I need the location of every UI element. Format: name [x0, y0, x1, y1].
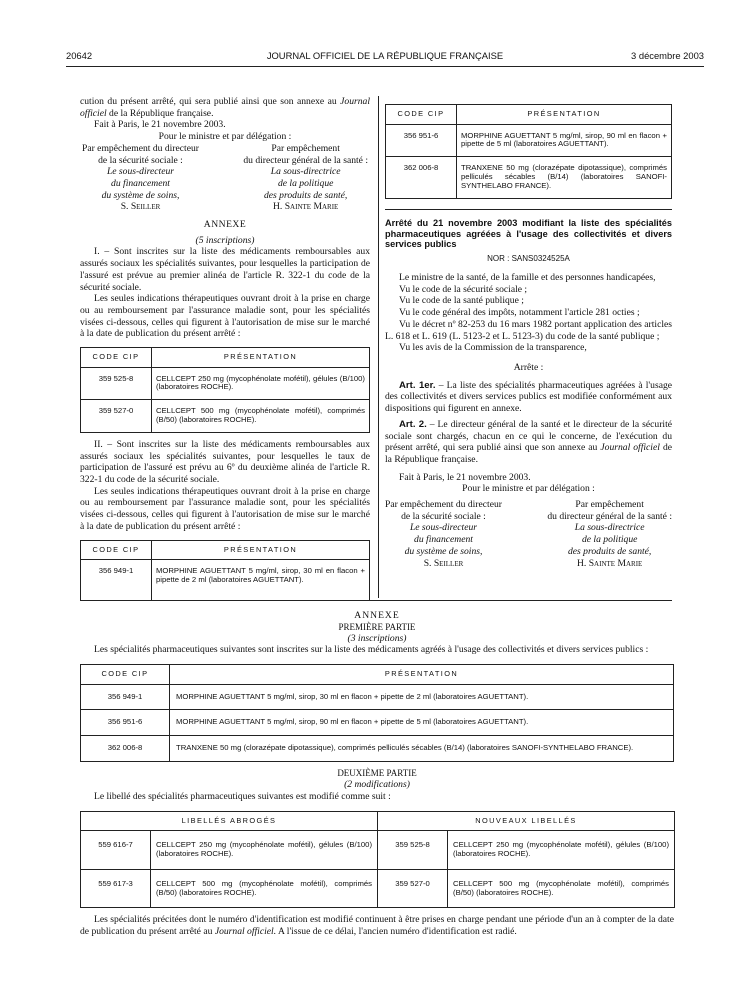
paragraph-indications: Les seules indications thérapeutiques ouvrant droit à la prise en charge ou au remboursement par l'assurance maladie sont, pour les spécialités visées ci-dessous, celles qui figurent à l'autorisation de mise sur le marché à la date de publication du présent arrêté :	[80, 293, 370, 340]
intro-paragraph	[80, 96, 370, 119]
sig-name: H. Sainte Marie	[577, 557, 643, 569]
old-label: CELLCEPT 250 mg (mycophénolate mofétil), gélules (B/100) (laboratoires ROCHE).	[151, 831, 378, 870]
signature-right	[243, 143, 368, 213]
annexe-title: ANNEXE	[203, 219, 247, 231]
article-2-label: Art. 2.	[399, 418, 427, 430]
preamble-line: Le ministre de la santé, de la famille et des personnes handicapées,	[399, 272, 656, 284]
cip-code: 356 949-1	[81, 684, 170, 710]
closing-end: A l'issue de ce délai, l'ancien numéro d'identification est radié.	[277, 926, 517, 938]
presentation: TRANXENE 50 mg (clorazépate dipotassique), comprimés pelliculés sécables (B/14) (laboratoires SANOFI-SYNTHELABO FRANCE).	[170, 736, 674, 762]
column-header: CODE CIP	[81, 348, 152, 368]
table-row	[81, 684, 674, 710]
journal-title: JOURNAL OFFICIEL DE LA RÉPUBLIQUE FRANÇAISE	[266, 50, 504, 61]
table-row	[81, 831, 675, 870]
part2-title: DEUXIÈME PARTIE	[337, 768, 417, 779]
page-header	[66, 50, 704, 64]
table-inscriptions-2	[80, 540, 370, 601]
cip-code: 356 951-6	[386, 124, 457, 157]
part1-text: Les spécialités pharmaceutiques suivantes sont inscrites sur la liste des médicaments agréés à l'usage des collectivités et divers services publics :	[94, 644, 649, 656]
sig-line: du financement	[111, 177, 170, 189]
sig-name: S. Seiller	[423, 557, 464, 569]
cip-code: 356 951-6	[81, 710, 170, 736]
sig-line: Par empêchement	[575, 499, 644, 511]
annex-section	[80, 610, 674, 938]
table-row	[386, 157, 672, 199]
pour-line: Pour le ministre et par délégation :	[462, 483, 595, 495]
table-inscriptions-1	[80, 347, 370, 433]
fait-line: Fait à Paris, le 21 novembre 2003.	[94, 119, 226, 131]
table-row	[81, 367, 370, 400]
annexe-subtitle: (5 inscriptions)	[195, 234, 255, 246]
column-header: PRÉSENTATION	[152, 540, 370, 560]
sig-line: du directeur général de la santé :	[547, 510, 672, 522]
column-header: LIBELLÉS ABROGÉS	[81, 811, 378, 831]
page-number: 20642	[66, 50, 93, 61]
presentation: CELLCEPT 250 mg (mycophénolate mofétil), gélules (B/100) (laboratoires ROCHE).	[152, 367, 370, 400]
closing-paragraph	[80, 914, 674, 937]
part2-text: Le libellé des spécialités pharmaceutiques suivantes est modifié comme suit :	[94, 790, 391, 802]
column-header: NOUVEAUX LIBELLÉS	[378, 811, 675, 831]
sig-line: La sous-directrice	[574, 522, 645, 534]
sig-line: du système de soins,	[404, 545, 483, 557]
sig-name: S. Seiller	[120, 201, 161, 213]
signature-right	[547, 499, 672, 569]
table-row	[81, 736, 674, 762]
sig-line: de la sécurité sociale :	[98, 154, 183, 166]
table-part1	[80, 664, 674, 762]
arrete-title: Arrêté du 21 novembre 2003 modifiant la liste des spécialités pharmaceutiques agréées à l'usage des collectivités et divers services publics	[385, 217, 672, 250]
intro-text: cution du présent arrêté, qui sera publié ainsi que son annexe au	[80, 96, 337, 107]
presentation: MORPHINE AGUETTANT 5 mg/ml, sirop, 30 ml en flacon + pipette de 2 ml (laboratoires AGUETTANT).	[170, 684, 674, 710]
sig-line: des produits de santé,	[568, 545, 652, 557]
article-1-text: – La liste des spécialités pharmaceutiques agréées à l'usage des collectivités et divers services publics est modifiée conformément aux dispositions qui figurent en annexe.	[385, 379, 673, 415]
old-cip-code: 559 617-3	[81, 869, 151, 908]
preamble-line: Vu le décret nº 82-253 du 16 mars 1982 portant application des articles L. 618 et L. 619 (L. 5123-2 et L. 5123-3) du code de la santé publique ;	[385, 318, 672, 342]
old-label: CELLCEPT 500 mg (mycophénolate mofétil), comprimés (B/50) (laboratoires ROCHE).	[151, 869, 378, 908]
table-inscriptions-3	[385, 104, 672, 199]
column-header: CODE CIP	[386, 105, 457, 125]
signature-left	[82, 143, 199, 213]
table-row	[81, 869, 675, 908]
sig-line: du financement	[414, 534, 473, 546]
column-header: PRÉSENTATION	[457, 105, 672, 125]
cip-code: 362 006-8	[386, 157, 457, 199]
sig-name: H. Sainte Marie	[273, 201, 339, 213]
article-2-text: – Le directeur général de la santé et le directeur de la sécurité sociale sont chargés, chacun en ce qui le concerne, de l'exécution du présent arrêté, qui sera publié ainsi que son annexe au	[385, 418, 672, 454]
sig-line: de la politique	[581, 534, 638, 546]
closing-journal: Journal officiel.	[214, 926, 277, 938]
table-row	[386, 124, 672, 157]
annex-title: ANNEXE	[354, 610, 400, 621]
article-2-end: de la République française.	[385, 442, 672, 465]
new-cip-code: 359 525-8	[378, 831, 448, 870]
article-1	[385, 380, 672, 415]
presentation: MORPHINE AGUETTANT 5 mg/ml, sirop, 90 ml en flacon + pipette de 5 ml (laboratoires AGUETTANT).	[170, 710, 674, 736]
presentation: MORPHINE AGUETTANT 5 mg/ml, sirop, 90 ml en flacon + pipette de 5 ml (laboratoires AGUETTANT).	[457, 124, 672, 157]
preamble-line: Vu le code de la santé publique ;	[399, 295, 524, 307]
signatures	[385, 499, 672, 569]
paragraph-II: II. – Sont inscrites sur la liste des médicaments remboursables aux assurés sociaux les spécialités suivantes, pour lesquelles le taux de participation de l'assuré est prévu au 6º du deuxième alinéa de l'article R. 322-1 du code de la sécurité sociale.	[80, 438, 370, 486]
intro-journal: Journal officiel	[80, 96, 370, 119]
sig-line: du système de soins,	[101, 189, 180, 201]
header-rule	[66, 66, 704, 67]
signatures	[80, 143, 370, 213]
arrete-word: Arrête :	[513, 361, 544, 373]
table-row	[81, 560, 370, 601]
cip-code: 356 949-1	[81, 560, 152, 601]
cip-code: 362 006-8	[81, 736, 170, 762]
article-2	[385, 419, 672, 466]
right-column	[385, 104, 672, 569]
paragraph-I: I. – Sont inscrites sur la liste des médicaments remboursables aux assurés sociaux les spécialités suivantes, pour lesquelles la participation de l'assuré est prévue au premier alinéa de l'article R. 322-1 du code de la sécurité sociale.	[80, 246, 370, 293]
intro-end: de la République française.	[109, 107, 214, 119]
signature-left	[385, 499, 502, 569]
sig-line: La sous-directrice	[270, 166, 341, 178]
column-divider	[378, 96, 379, 598]
column-header: CODE CIP	[81, 540, 152, 560]
closing-text: Les spécialités précitées dont le numéro d'identification est modifié continuent à être prises en charge pendant une période d'un an à compter de la date de publication du présent arrêté au	[80, 914, 674, 938]
sig-line: de la politique	[277, 177, 334, 189]
part1-title: PREMIÈRE PARTIE	[338, 621, 416, 632]
new-cip-code: 359 527-0	[378, 869, 448, 908]
preamble-line: Vu les avis de la Commission de la transparence,	[399, 342, 587, 354]
article-1-label: Art. 1er.	[399, 379, 436, 391]
table-row	[81, 710, 674, 736]
sig-line: Par empêchement du directeur	[82, 142, 199, 154]
preamble-line: Vu le code de la sécurité sociale ;	[399, 283, 528, 295]
pour-line: Pour le ministre et par délégation :	[158, 131, 292, 143]
article-2-journal: Journal officiel	[600, 442, 660, 454]
annex-rule	[80, 600, 672, 601]
cip-code: 359 527-0	[81, 400, 152, 433]
section-rule	[385, 209, 672, 210]
sig-line: Le sous-directeur	[106, 166, 174, 178]
preamble-line: Vu le code général des impôts, notamment l'article 281 octies ;	[399, 307, 640, 319]
column-header: PRÉSENTATION	[170, 665, 674, 685]
new-label: CELLCEPT 250 mg (mycophénolate mofétil), gélules (B/100) (laboratoires ROCHE).	[448, 831, 675, 870]
left-column	[80, 96, 370, 600]
sig-line: de la sécurité sociale :	[401, 510, 486, 522]
part2-subtitle: (2 modifications)	[344, 779, 410, 791]
column-header: PRÉSENTATION	[152, 348, 370, 368]
nor-reference: NOR : SANS0324525A	[487, 254, 570, 264]
table-row	[81, 400, 370, 433]
old-cip-code: 559 616-7	[81, 831, 151, 870]
paragraph-indications-2: Les seules indications thérapeutiques ouvrant droit à la prise en charge ou au remboursement par l'assurance maladie sont, pour les spécialités visées ci-dessous, celles qui figurent à l'autorisation de mise sur le marché à la date de publication du présent arrêté :	[80, 485, 370, 532]
presentation: CELLCEPT 500 mg (mycophénolate mofétil), comprimés (B/50) (laboratoires ROCHE).	[152, 400, 370, 433]
presentation: TRANXENE 50 mg (clorazépate dipotassique), comprimés pelliculés sécables (B/14) (laboratoires SANOFI-SYNTHELABO FRANCE).	[457, 157, 672, 199]
part1-subtitle: (3 inscriptions)	[347, 632, 407, 644]
new-label: CELLCEPT 500 mg (mycophénolate mofétil), comprimés (B/50) (laboratoires ROCHE).	[448, 869, 675, 908]
cip-code: 359 525-8	[81, 367, 152, 400]
sig-line: Le sous-directeur	[409, 522, 477, 534]
table-part2	[80, 811, 675, 909]
sig-line: des produits de santé,	[264, 189, 348, 201]
sig-line: du directeur général de la santé :	[243, 154, 368, 166]
fait-line: Fait à Paris, le 21 novembre 2003.	[399, 471, 531, 483]
presentation: MORPHINE AGUETTANT 5 mg/ml, sirop, 30 ml en flacon + pipette de 2 ml (laboratoires AGUETTANT).	[152, 560, 370, 601]
sig-line: Par empêchement	[271, 142, 340, 154]
issue-date: 3 décembre 2003	[631, 50, 704, 61]
column-header: CODE CIP	[81, 665, 170, 685]
sig-line: Par empêchement du directeur	[385, 499, 502, 511]
